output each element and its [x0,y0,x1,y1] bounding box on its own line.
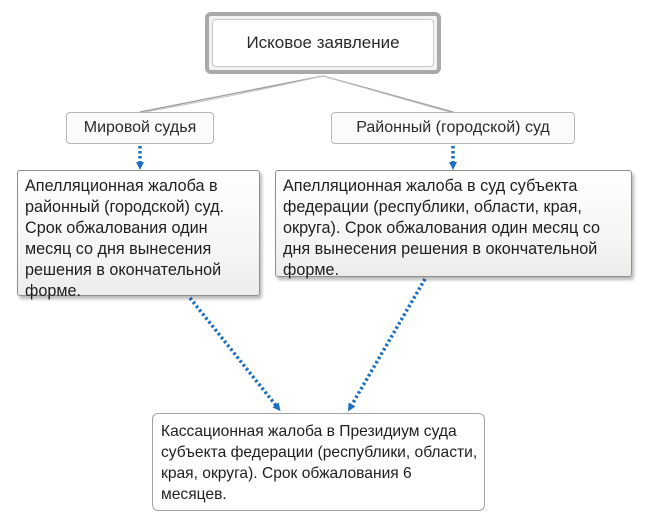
root-node [205,12,441,74]
appeal-node-right: Апелляционная жалоба в суд субъекта федерации (республики, области, края, округа). Срок обжалования один месяц со дня вынесения решения в окончательной форме. [275,170,632,277]
cassation-node: Кассационная жалоба в Президиум суда субъекта федерации (республики, области, края, округа). Срок обжалования 6 месяцев. [152,413,485,511]
appeal-node-left: Апелляционная жалоба в районный (городской) суд. Срок обжалования один месяц со дня вынесения решения в окончательной форме. [17,170,260,296]
connector-root-to-rayonny-curve [323,76,453,113]
arrow-appeal-left-to-cassation [190,298,278,408]
connector-root-to-mirovoy [140,76,323,112]
root-node-label: Исковое заявление [212,19,434,67]
arrow-appeal-right-to-cassation [350,279,425,408]
branch-node-rayonny-sud: Районный (городской) суд [331,112,575,144]
branch-node-mirovoy-sudya: Мировой судья [66,112,214,144]
